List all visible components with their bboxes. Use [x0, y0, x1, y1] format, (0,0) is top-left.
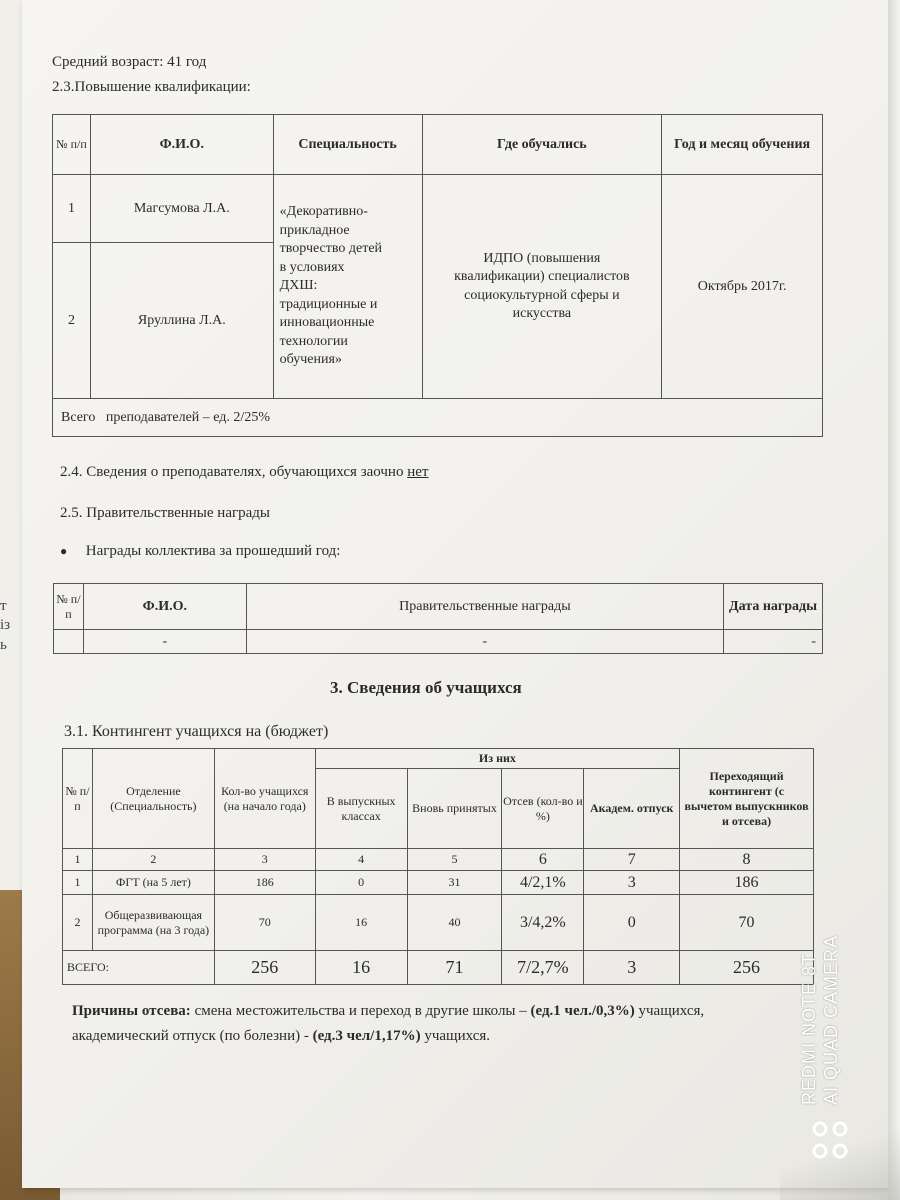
right-paper-edge [888, 0, 900, 1200]
total-label: ВСЕГО: [63, 951, 215, 985]
col-header-grad: В выпускных классах [315, 769, 407, 849]
total-value: преподавателей – ед. 2/25% [105, 409, 270, 425]
specialty-cell: «Декоративно- прикладное творчество детей в условиях ДХШ: традиционные и инновационные технологии обучения» [273, 175, 422, 399]
section-3-title: 3. Сведения об учащихся [330, 678, 522, 697]
table-row: 1 ФГТ (на 5 лет) 186 0 31 4/2,1% 3 186 [63, 871, 814, 895]
bullet-icon: ● [60, 544, 68, 558]
document-page [22, 0, 890, 1188]
cell-name: - [83, 630, 246, 654]
side-scrap-text: ь [0, 637, 7, 653]
col-header-when: Год и месяц обучения [662, 115, 823, 175]
qualification-header-row [53, 115, 823, 175]
dept-cell: Общеразвивающая программа (на 3 года) [92, 895, 214, 951]
students-table [62, 748, 814, 985]
dropout-line-1: Причины отсева: смена местожительства и переход в другие школы – (ед.1 чел./0,3%) учащихся, [72, 1003, 705, 1019]
average-age: Средний возраст: 41 год [52, 54, 207, 70]
row-num: 1 [53, 175, 91, 243]
col-header-name: Ф.И.О. [90, 115, 273, 175]
cell-awards: - [246, 630, 723, 654]
table-row: 2 Общеразвивающая программа (на 3 года) 70 16 40 3/4,2% 0 70 [63, 895, 814, 951]
column-number-row: 1 2 3 4 5 6 7 8 [63, 849, 814, 871]
teacher-name: Яруллина Л.А. [90, 243, 273, 399]
students-header-row [63, 749, 814, 769]
col-header-new: Вновь принятых [407, 769, 502, 849]
col-header-where: Где обучались [422, 115, 662, 175]
total-label: Всего [61, 409, 96, 425]
col-header-specialty: Специальность [273, 115, 422, 175]
cell-date: - [724, 630, 823, 654]
teacher-name: Магсумова Л.А. [90, 175, 273, 243]
camera-logo-icon [806, 1115, 856, 1167]
col-header-num: № п/п [53, 115, 91, 175]
side-scrap-text: із [0, 617, 11, 633]
total-row: ВСЕГО: 256 16 71 7/2,7% 3 256 [63, 951, 814, 985]
dept-cell: ФГТ (на 5 лет) [92, 871, 214, 895]
total-row [53, 399, 823, 437]
col-header-num: № п/п [63, 749, 93, 849]
section-3-1-subtitle: 3.1. Контингент учащихся на (бюджет) [64, 723, 329, 740]
col-header-drop: Отсев (кол-во и %) [502, 769, 584, 849]
col-header-num: № п/п [54, 584, 84, 630]
camera-watermark-text: REDMI NOTE 8T AI QUAD CAMERA [799, 934, 841, 1105]
dropout-line-2: академический отпуск (по болезни) - (ед.3 чел/1,17%) учащихся. [72, 1028, 490, 1044]
col-header-awards: Правительственные награды [246, 584, 723, 630]
awards-header-row [54, 584, 823, 630]
col-header-name: Ф.И.О. [83, 584, 246, 630]
training-date-cell: Октябрь 2017г. [662, 175, 823, 399]
section-2-5-heading: 2.5. Правительственные награды [60, 505, 270, 521]
awards-table [53, 583, 823, 654]
col-header-acad: Академ. отпуск [584, 769, 680, 849]
section-2-3-heading: 2.3.Повышение квалификации: [52, 79, 251, 95]
col-header-carry: Переходящий контингент (с вычетом выпускников и отсева) [680, 749, 814, 849]
bullet-item: ● Награды коллектива за прошедший год: [60, 543, 341, 559]
side-scrap-text: т [0, 598, 7, 614]
row-num: 2 [53, 243, 91, 399]
col-header-date: Дата награды [724, 584, 823, 630]
col-header-of-them: Из них [315, 749, 679, 769]
section-2-4: 2.4. Сведения о преподавателях, обучающихся заочно нет [60, 464, 429, 480]
where-trained-cell: ИДПО (повышения квалификации) специалистов социокультурной сферы и искусства [422, 175, 662, 399]
table-row [54, 630, 823, 654]
col-header-dept: Отделение (Специальность) [92, 749, 214, 849]
table-row [53, 175, 823, 243]
col-header-count: Кол-во учащихся (на начало года) [214, 749, 315, 849]
section-2-4-value: нет [407, 464, 429, 480]
qualification-table [52, 114, 823, 437]
